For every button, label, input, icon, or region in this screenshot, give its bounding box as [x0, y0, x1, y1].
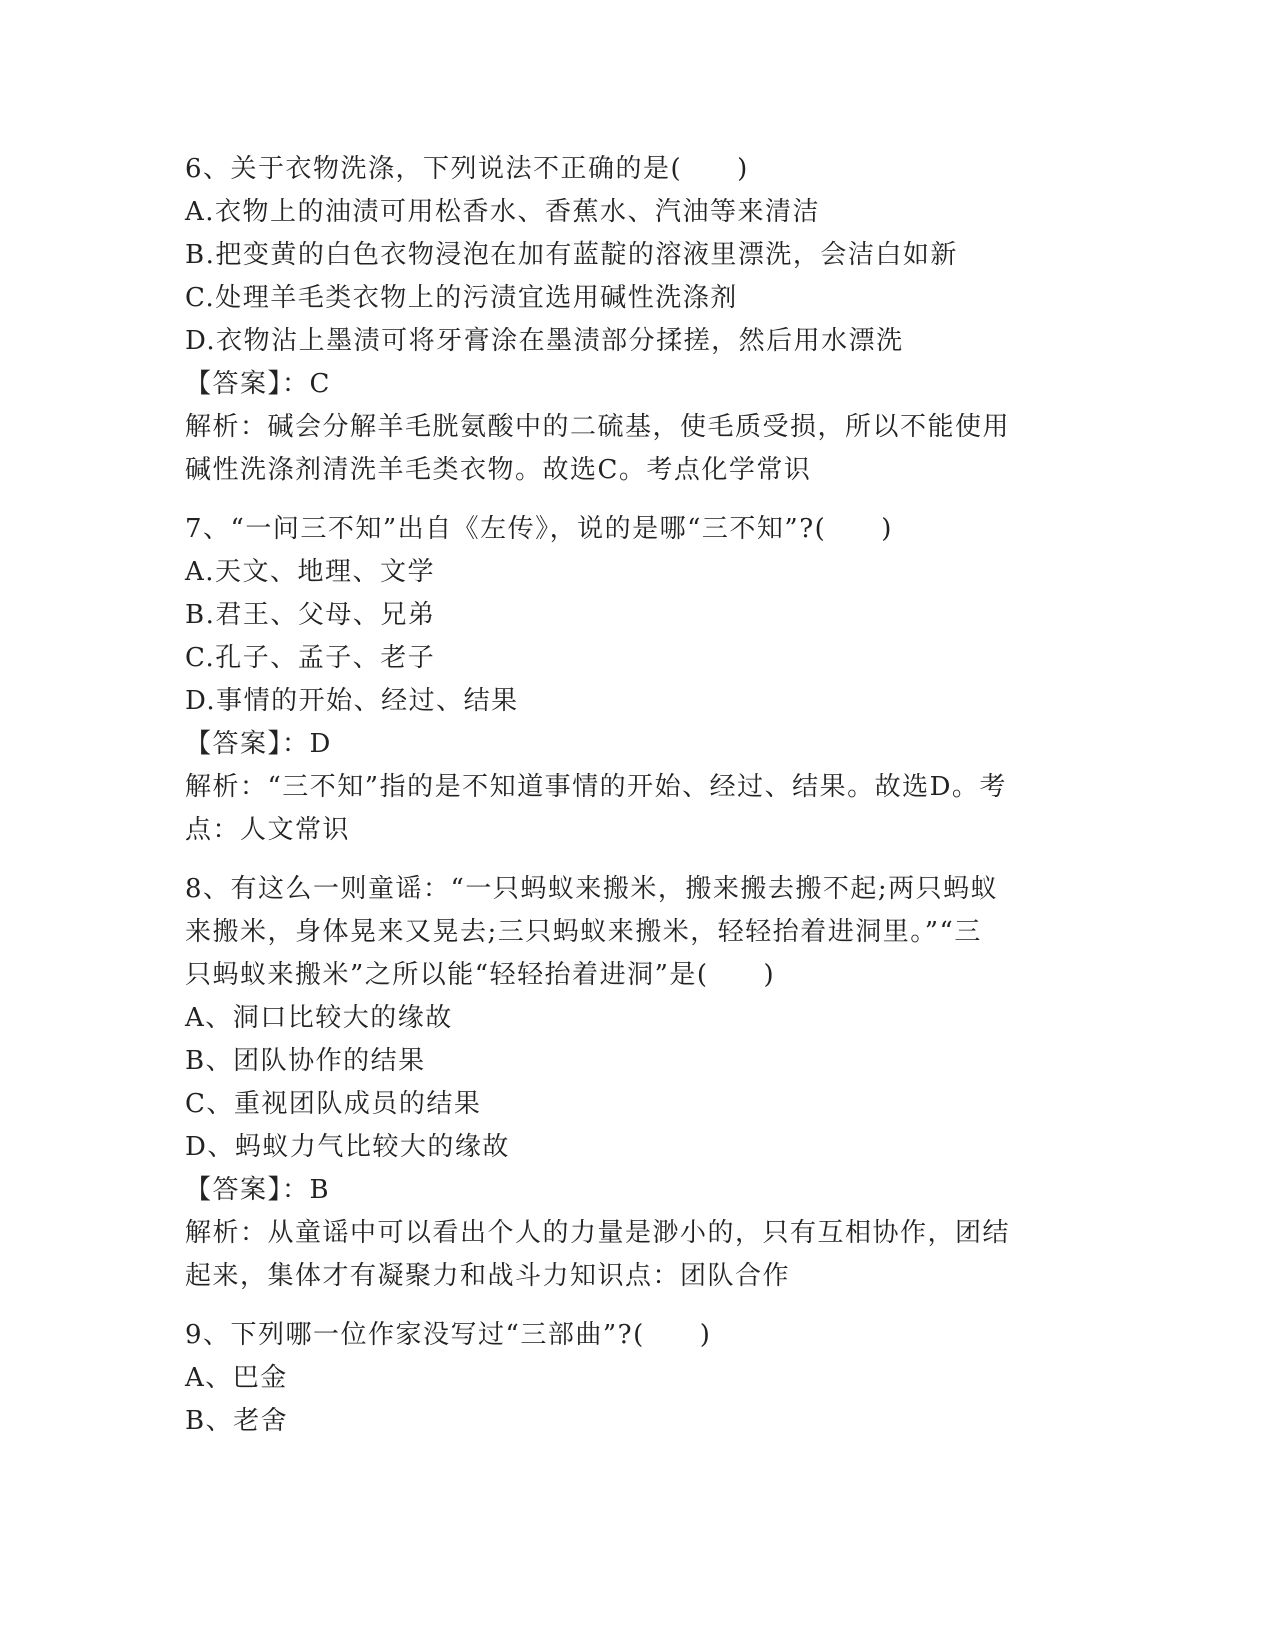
- question-stem: 9、下列哪一位作家没写过“三部曲”?( ): [185, 1320, 712, 1350]
- option-d: D.衣物沾上墨渍可将牙膏涂在墨渍部分揉搓，然后用水漂洗: [185, 326, 904, 356]
- option-a: A、巴金: [185, 1363, 288, 1393]
- analysis-line: 解析：从童谣中可以看出个人的力量是渺小的，只有互相协作，团结: [185, 1218, 1011, 1248]
- analysis-line: 点：人文常识: [185, 815, 351, 845]
- analysis-line: 起来，集体才有凝聚力和战斗力知识点：团队合作: [185, 1261, 791, 1291]
- option-a: A、洞口比较大的缘故: [185, 1003, 453, 1033]
- option-a: A.衣物上的油渍可用松香水、香蕉水、汽油等来清洁: [185, 197, 821, 227]
- question-7: [185, 508, 1085, 852]
- option-a: A.天文、地理、文学: [185, 557, 436, 587]
- option-c: C.孔子、孟子、老子: [185, 643, 436, 673]
- option-b: B、老舍: [185, 1406, 289, 1436]
- question-stem: 8、有这么一则童谣：“一只蚂蚁来搬米，搬来搬去搬不起;两只蚂蚁: [185, 874, 999, 904]
- analysis-line: 解析：碱会分解羊毛胱氨酸中的二硫基，使毛质受损，所以不能使用: [185, 412, 1011, 442]
- question-6: [185, 148, 1085, 492]
- answer-line: 【答案】：B: [185, 1175, 331, 1205]
- question-9: [185, 1314, 1085, 1443]
- option-c: C.处理羊毛类衣物上的污渍宜选用碱性洗涤剂: [185, 283, 738, 313]
- option-b: B.把变黄的白色衣物浸泡在加有蓝靛的溶液里漂洗，会洁白如新: [185, 240, 958, 270]
- option-c: C、重视团队成员的结果: [185, 1089, 482, 1119]
- analysis-line: 解析：“三不知”指的是不知道事情的开始、经过、结果。故选D。考: [185, 772, 1007, 802]
- option-d: D.事情的开始、经过、结果: [185, 686, 519, 716]
- answer-line: 【答案】：C: [185, 369, 331, 399]
- analysis-line: 碱性洗涤剂清洗羊毛类衣物。故选C。考点化学常识: [185, 455, 812, 485]
- document-page: [185, 148, 1085, 1443]
- option-d: D、蚂蚁力气比较大的缘故: [185, 1132, 510, 1162]
- question-stem: 7、“一问三不知”出自《左传》，说的是哪“三不知”?( ): [185, 514, 893, 544]
- question-stem: 来搬米，身体晃来又晃去;三只蚂蚁来搬米，轻轻抬着进洞里。”“三: [185, 917, 982, 947]
- option-b: B、团队协作的结果: [185, 1046, 426, 1076]
- question-8: [185, 868, 1085, 1298]
- question-stem: 只蚂蚁来搬米”之所以能“轻轻抬着进洞”是( ): [185, 960, 776, 990]
- question-stem: 6、关于衣物洗涤，下列说法不正确的是( ): [185, 154, 749, 184]
- answer-line: 【答案】：D: [185, 729, 332, 759]
- option-b: B.君王、父母、兄弟: [185, 600, 436, 630]
